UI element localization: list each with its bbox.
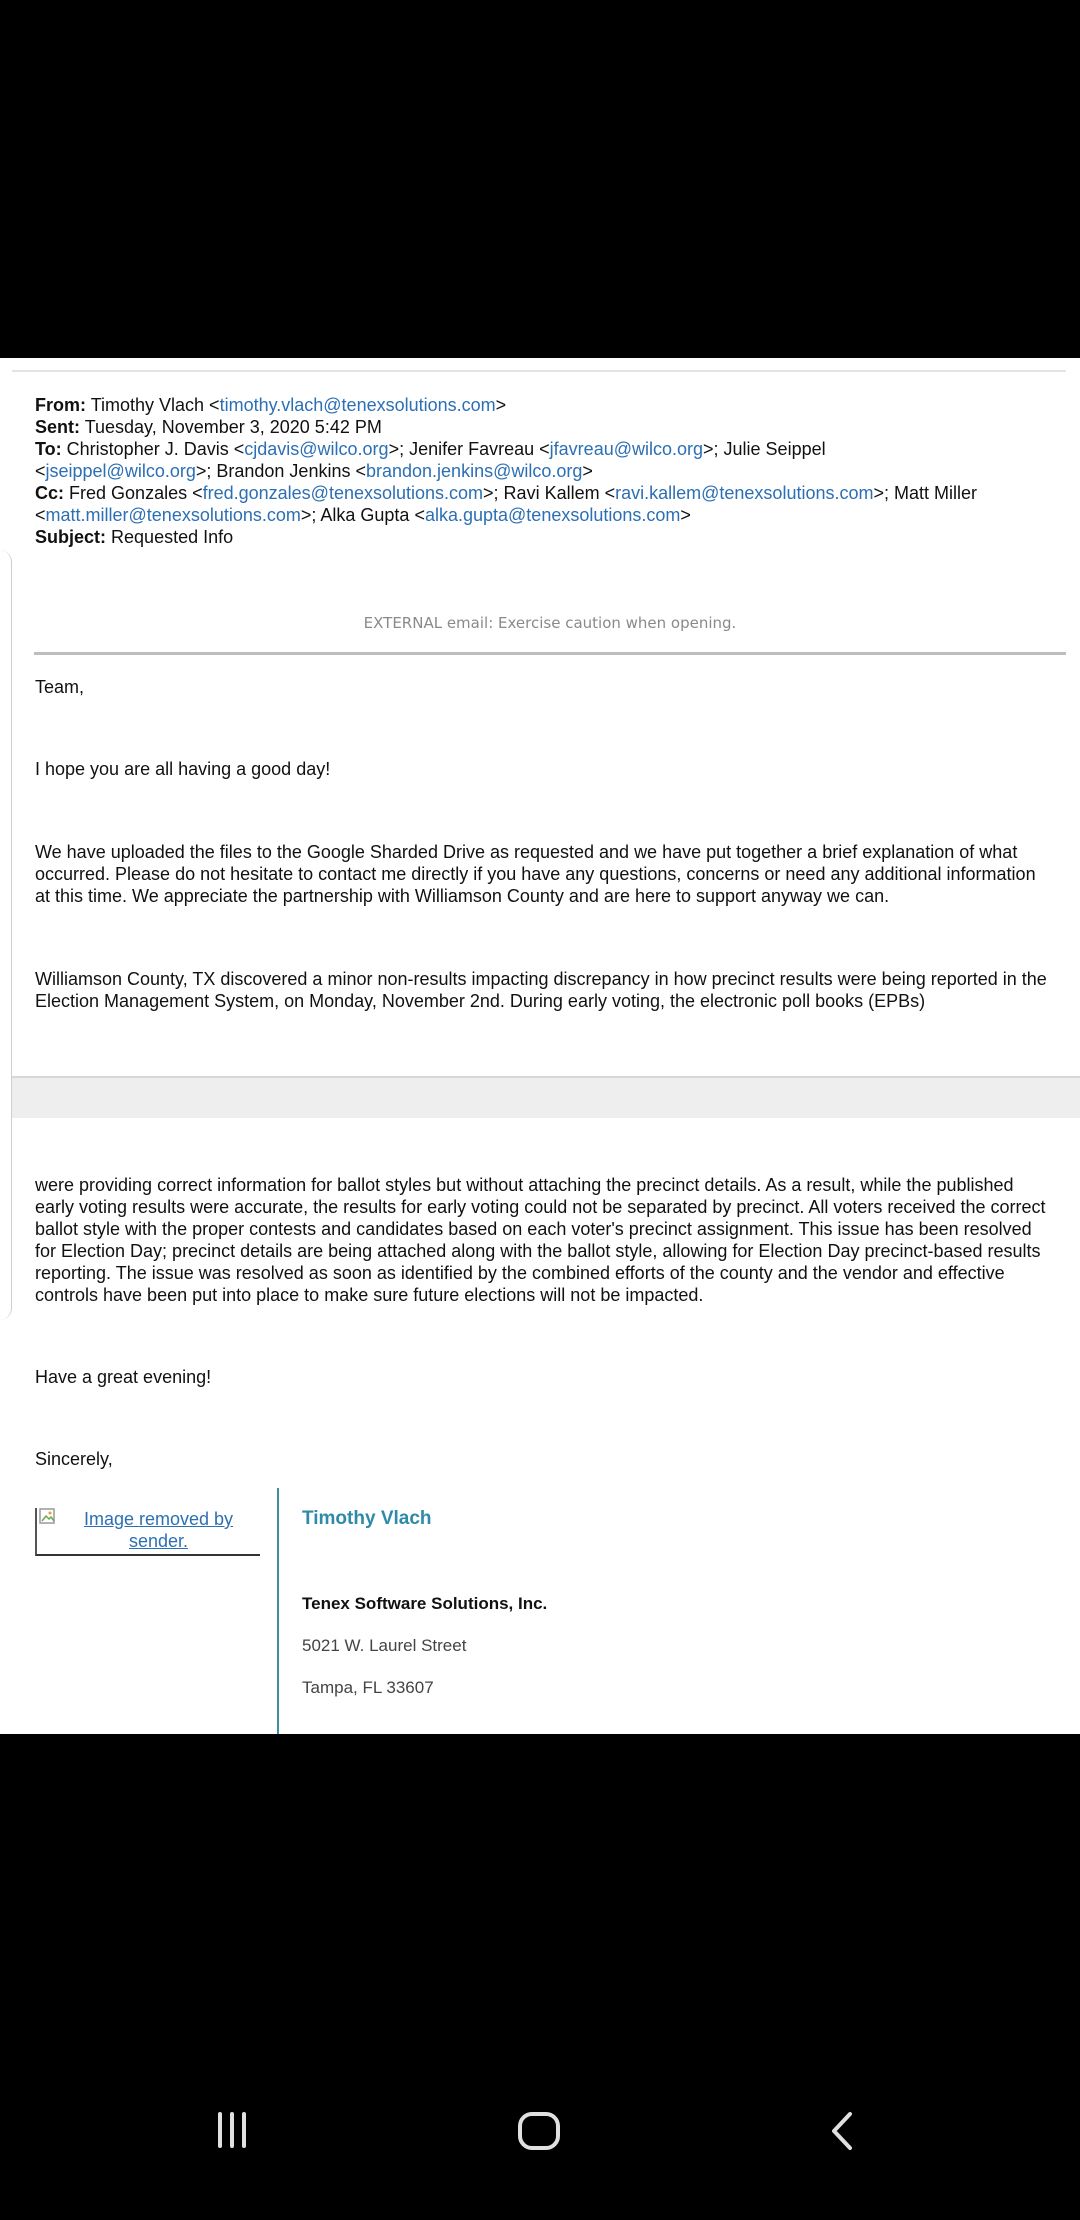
cc-email-link-4[interactable]: alka.gupta@tenexsolutions.com: [424, 505, 681, 525]
cc-name-3: >; Matt Miller: [873, 483, 978, 503]
page-edge: [0, 550, 12, 1320]
sent-label: Sent:: [35, 417, 80, 437]
paragraph-4: were providing correct information for ballot styles but without attaching the precinct details. As a result, while the published early voting results were accurate, the results for early voting could not be separated by precinct. All voters received the correct ballot style with the proper contests and candidates based on each voter's precinct assignment. This issue has been resolved for Election Day; precinct details are being attached along with the ballot style, allowing for Election Day precinct-based results reporting. The issue was resolved as soon as identified by the combined efforts of the county and the vendor and effective controls have been put into place to make sure future elections will not be impacted.: [35, 1175, 1046, 1305]
cc-email-link-2[interactable]: ravi.kallem@tenexsolutions.com: [615, 483, 874, 503]
page-break: [12, 1076, 1080, 1118]
to-row-continued: [35, 460, 1055, 482]
signature-address-line-1: 5021 W. Laurel Street: [302, 1636, 467, 1655]
from-end: >: [495, 395, 507, 415]
sent-value: Tuesday, November 3, 2020 5:42 PM: [84, 417, 382, 437]
paragraph-1: I hope you are all having a good day!: [35, 759, 331, 779]
signature-company: Tenex Software Solutions, Inc.: [302, 1594, 548, 1613]
signature-address-line-2: Tampa, FL 33607: [302, 1678, 434, 1697]
from-row: [35, 394, 1055, 416]
cc-email-link-1[interactable]: fred.gonzales@tenexsolutions.com: [202, 483, 484, 503]
subject-label: Subject:: [35, 527, 107, 547]
cc-line2-start: <: [35, 505, 46, 525]
system-navigation-bar: [0, 2110, 1080, 2200]
closing-2: Sincerely,: [35, 1449, 113, 1469]
to-name-2: >; Jenifer Favreau <: [388, 439, 550, 459]
to-end: >: [582, 461, 593, 481]
to-email-link-2[interactable]: jfavreau@wilco.org: [549, 439, 704, 459]
cc-label: Cc:: [35, 483, 65, 503]
top-divider: [12, 370, 1066, 372]
from-name: Timothy Vlach <: [90, 395, 220, 415]
broken-image-icon: [39, 1508, 57, 1526]
email-document: [0, 358, 1080, 1734]
to-email-link-4[interactable]: brandon.jenkins@wilco.org: [365, 461, 583, 481]
warning-divider: [34, 652, 1066, 655]
to-email-link-1[interactable]: cjdavis@wilco.org: [244, 439, 389, 459]
to-line2-start: <: [35, 461, 46, 481]
recents-icon[interactable]: [216, 2110, 256, 2150]
home-icon[interactable]: [518, 2112, 560, 2150]
from-email-link[interactable]: timothy.vlach@tenexsolutions.com: [219, 395, 496, 415]
to-name-1: Christopher J. Davis <: [66, 439, 245, 459]
to-name-4: >; Brandon Jenkins <: [195, 461, 366, 481]
to-email-link-3[interactable]: jseippel@wilco.org: [45, 461, 196, 481]
to-row: [35, 438, 1055, 460]
signature-image-placeholder: [35, 1508, 260, 1556]
subject-row: [35, 526, 1055, 548]
sent-row: [35, 416, 1055, 438]
cc-end: >: [680, 505, 691, 525]
paragraph-3: Williamson County, TX discovered a minor non-results impacting discrepancy in how precinct results were being reported in the Election Management System, on Monday, November 2nd. During early voting, the electronic poll books (EPBs): [35, 969, 1047, 1011]
cc-name-1: Fred Gonzales <: [69, 483, 203, 503]
closing-1: Have a great evening!: [35, 1367, 212, 1387]
subject-value: Requested Info: [111, 527, 234, 547]
cc-name-4: >; Alka Gupta <: [300, 505, 425, 525]
to-label: To:: [35, 439, 62, 459]
image-removed-link[interactable]: Image removed by sender.: [83, 1509, 234, 1551]
greeting: Team,: [35, 677, 85, 697]
to-name-3: >; Julie Seippel: [703, 439, 826, 459]
cc-name-2: >; Ravi Kallem <: [483, 483, 616, 503]
email-headers: [35, 394, 1055, 548]
paragraph-2: We have uploaded the files to the Google Sharded Drive as requested and we have put together a brief explanation of what occurred. Please do not hesitate to contact me directly if you have any questions, concerns or need any additional information at this time. We appreciate the partnership with Williamson County and are here to support anyway we can.: [35, 842, 1036, 906]
signature-divider: [277, 1488, 279, 1734]
from-label: From:: [35, 395, 86, 415]
back-icon[interactable]: [826, 2110, 856, 2152]
cc-row-continued: [35, 504, 1055, 526]
external-warning: EXTERNAL email: Exercise caution when opening.: [363, 614, 737, 632]
cc-row: [35, 482, 1055, 504]
cc-email-link-3[interactable]: matt.miller@tenexsolutions.com: [45, 505, 301, 525]
signature-name: Timothy Vlach: [302, 1508, 432, 1529]
